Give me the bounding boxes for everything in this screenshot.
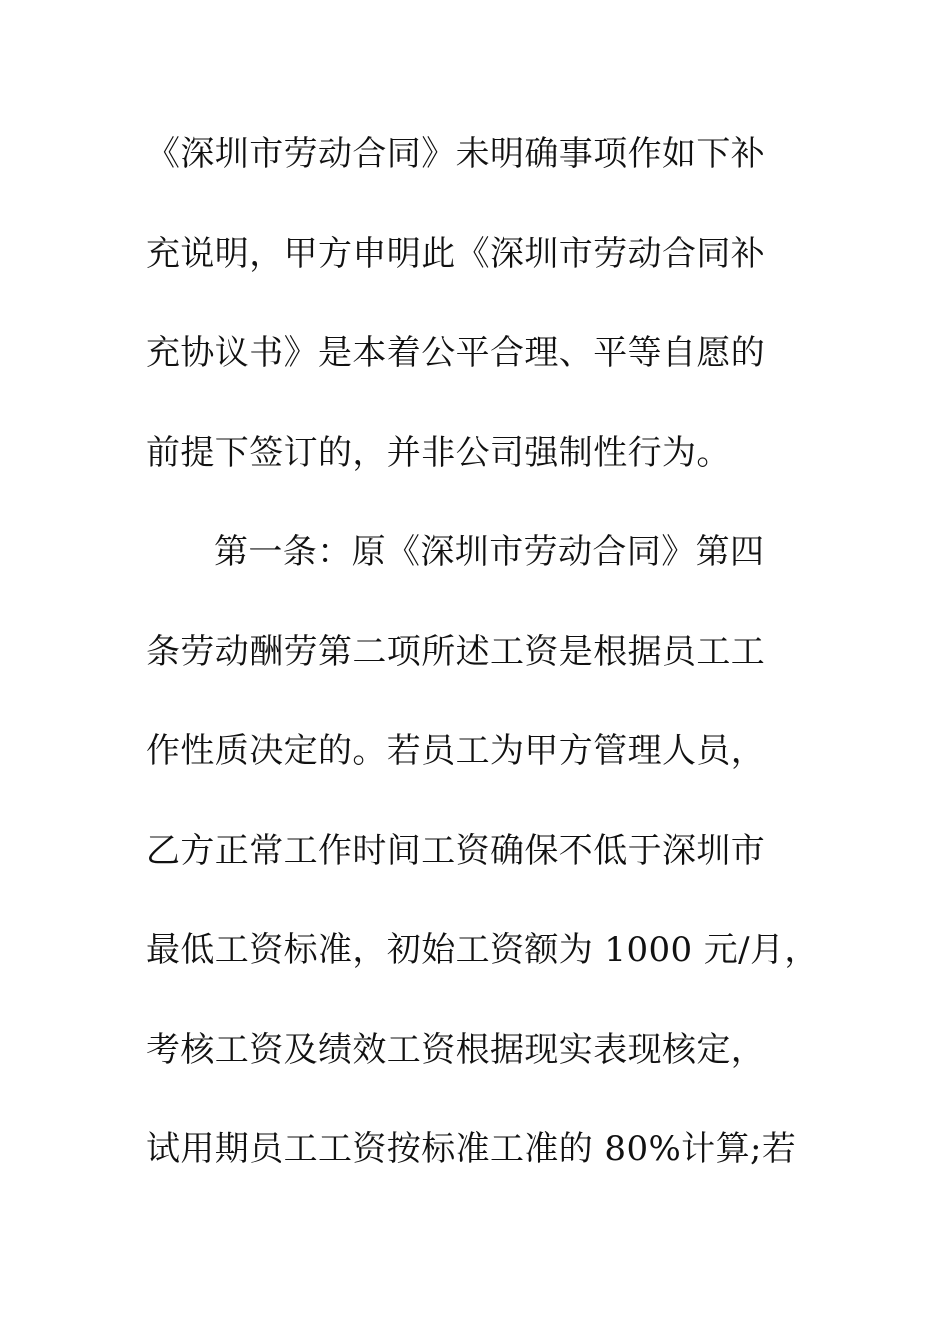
text-line: 乙方正常工作时间工资确保不低于深圳市 [146, 830, 766, 871]
text-line: 试用期员工工资按标准工准的 80%计算;若 [146, 1129, 797, 1169]
text-line: 前提下签订的，并非公司强制性行为。 [146, 432, 731, 473]
text-line: 充说明，甲方申明此《深圳市劳动合同补 [146, 233, 766, 274]
text-line: 充协议书》是本着公平合理、平等自愿的 [146, 333, 766, 373]
text-line: 作性质决定的。若员工为甲方管理人员， [146, 731, 766, 771]
text-line: 《深圳市劳动合同》未明确事项作如下补 [146, 134, 766, 174]
article-one-start: 第一条：原《深圳市劳动合同》第四 [214, 532, 765, 572]
text-line: 考核工资及绩效工资根据现实表现核定， [146, 1029, 766, 1070]
text-line: 最低工资标准，初始工资额为 1000 元/月， [146, 930, 819, 970]
text-line: 条劳动酬劳第二项所述工资是根据员工工 [146, 631, 766, 672]
document-body [146, 126, 819, 1221]
